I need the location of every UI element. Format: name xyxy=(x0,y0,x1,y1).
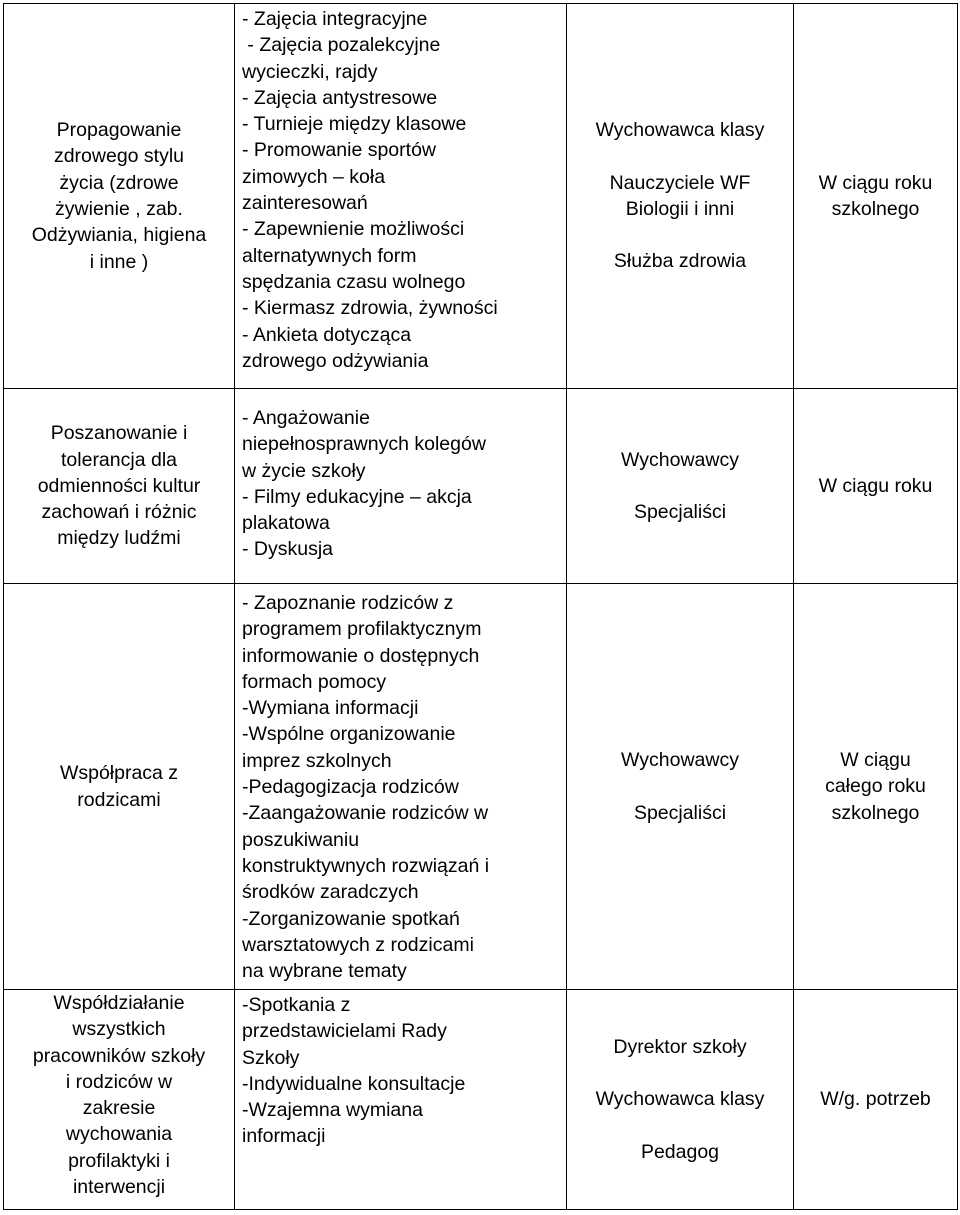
task-line: poszukiwaniu xyxy=(242,828,360,851)
responsible-cell xyxy=(567,4,794,389)
task-line: na wybrane tematy xyxy=(242,960,407,983)
area-line: profilaktyki i xyxy=(68,1149,170,1172)
task-line: informacji xyxy=(242,1125,326,1148)
area-line: Propagowanie xyxy=(56,119,182,142)
responsible-group xyxy=(567,447,793,473)
responsible-group xyxy=(567,747,793,773)
responsible-line: Nauczyciele WF xyxy=(609,171,751,194)
term-line: całego roku xyxy=(825,775,926,798)
task-line: - Zajęcia pozalekcyjne xyxy=(242,34,441,57)
task-line: - Zapoznanie rodziców z xyxy=(242,592,454,614)
term-cell xyxy=(794,389,958,584)
responsible-cell xyxy=(567,389,794,584)
term-line: W ciągu roku xyxy=(818,171,933,194)
term-line: W/g. potrzeb xyxy=(820,1088,931,1111)
responsible-line: Wychowawca klasy xyxy=(595,119,765,142)
area-line: wychowania xyxy=(65,1123,173,1146)
task-line: imprez szkolnych xyxy=(242,749,392,772)
task-line: środków zaradczych xyxy=(242,881,419,904)
area-line: życia (zdrowe xyxy=(59,171,179,194)
term-cell xyxy=(794,4,958,389)
task-line: -Spotkania z xyxy=(242,994,351,1016)
area-cell xyxy=(4,4,235,389)
task-line: -Indywidualne konsultacje xyxy=(242,1072,466,1095)
responsible-group xyxy=(567,1034,793,1060)
responsible-group xyxy=(567,170,793,223)
task-line: alternatywnych form xyxy=(242,244,417,267)
responsible-cell xyxy=(567,584,794,990)
task-line: -Zorganizowanie spotkań xyxy=(242,907,460,930)
responsible-line: Pedagog xyxy=(640,1140,720,1163)
task-line: - Angażowanie xyxy=(242,407,370,429)
responsible-group xyxy=(567,117,793,143)
task-line: - Dyskusja xyxy=(242,538,334,561)
table-row xyxy=(4,990,958,1210)
responsible-line: Specjaliści xyxy=(633,501,727,523)
term-line: W ciągu roku xyxy=(818,474,933,497)
task-line: -Wspólne organizowanie xyxy=(242,723,456,746)
task-line: -Zaangażowanie rodziców w xyxy=(242,802,489,825)
area-line: Współdziałanie xyxy=(53,992,185,1014)
term-line: W ciągu xyxy=(840,749,911,772)
area-line: zdrowego stylu xyxy=(53,145,185,168)
task-line: plakatowa xyxy=(242,512,330,535)
area-line: interwencji xyxy=(72,1176,166,1199)
area-line: i rodziców w xyxy=(65,1070,173,1093)
task-line: zdrowego odżywiania xyxy=(242,349,429,372)
responsible-group xyxy=(567,499,793,525)
responsible-cell xyxy=(567,990,794,1210)
task-line: zimowych – koła xyxy=(242,165,386,188)
responsible-group xyxy=(567,248,793,274)
tasks-cell xyxy=(235,389,567,584)
area-line: i inne ) xyxy=(89,250,149,273)
area-line: żywienie , zab. xyxy=(55,198,183,220)
table-row xyxy=(4,389,958,584)
responsible-line: Wychowawca klasy xyxy=(595,1088,765,1111)
area-line: rodzicami xyxy=(77,788,161,811)
area-line: zakresie xyxy=(82,1097,156,1120)
task-line: - Zajęcia antystresowe xyxy=(242,86,438,109)
task-line: niepełnosprawnych kolegów xyxy=(242,433,486,456)
task-line: -Wymiana informacji xyxy=(242,697,419,720)
area-cell xyxy=(4,389,235,584)
task-line: w życie szkoły xyxy=(242,459,366,482)
responsible-group xyxy=(567,1139,793,1165)
responsible-group xyxy=(567,800,793,826)
task-line: -Wzajemna wymiana xyxy=(242,1099,423,1122)
task-line: przedstawicielami Rady xyxy=(242,1020,447,1043)
task-line: - Promowanie sportów xyxy=(242,139,436,162)
table-row xyxy=(4,584,958,990)
term-line: szkolnego xyxy=(831,198,920,220)
area-line: między ludźmi xyxy=(57,527,181,550)
task-line: - Ankieta dotycząca xyxy=(242,323,412,346)
responsible-line: Biologii i inni xyxy=(625,198,735,220)
task-line: zainteresowań xyxy=(242,192,368,215)
task-line: konstruktywnych rozwiązań i xyxy=(242,854,490,877)
task-line: - Turnieje między klasowe xyxy=(242,113,467,136)
plan-table xyxy=(3,3,958,1210)
task-line: - Zajęcia integracyjne xyxy=(242,8,428,30)
task-line: formach pomocy xyxy=(242,670,387,693)
area-line: Poszanowanie i xyxy=(50,422,188,445)
area-line: Współpraca z xyxy=(59,762,179,785)
task-line: - Zapewnienie możliwości xyxy=(242,218,465,241)
responsible-line: Służba zdrowia xyxy=(613,250,747,273)
task-line: programem profilaktycznym xyxy=(242,618,482,641)
term-line: szkolnego xyxy=(831,801,920,824)
area-line: zachowań i różnic xyxy=(41,501,197,524)
tasks-cell xyxy=(235,584,567,990)
area-line: tolerancja dla xyxy=(61,448,177,471)
plan-table-body xyxy=(4,4,958,1210)
tasks-cell xyxy=(235,4,567,389)
responsible-line: Dyrektor szkoły xyxy=(613,1036,747,1059)
task-line: -Pedagogizacja rodziców xyxy=(242,776,459,799)
task-line: warsztatowych z rodzicami xyxy=(242,933,474,956)
area-line: pracowników szkoły xyxy=(32,1044,206,1067)
task-line: Szkoły xyxy=(242,1046,300,1069)
responsible-line: Specjaliści xyxy=(633,801,727,824)
task-line: - Kiermasz zdrowia, żywności xyxy=(242,297,498,320)
responsible-line: Wychowawcy xyxy=(621,749,739,772)
area-line: wszystkich xyxy=(72,1018,166,1041)
tasks-cell xyxy=(235,990,567,1210)
task-line: informowanie o dostępnych xyxy=(242,644,480,667)
responsible-group xyxy=(567,1086,793,1112)
area-cell xyxy=(4,990,235,1210)
term-cell xyxy=(794,584,958,990)
table-row xyxy=(4,4,958,389)
task-line: spędzania czasu wolnego xyxy=(242,270,466,293)
responsible-line: Wychowawcy xyxy=(621,448,739,471)
area-line: Odżywiania, higiena xyxy=(31,224,207,247)
term-cell xyxy=(794,990,958,1210)
task-line: wycieczki, rajdy xyxy=(242,60,378,83)
area-line: odmienności kultur xyxy=(37,474,201,497)
area-cell xyxy=(4,584,235,990)
task-line: - Filmy edukacyjne – akcja xyxy=(242,485,472,508)
